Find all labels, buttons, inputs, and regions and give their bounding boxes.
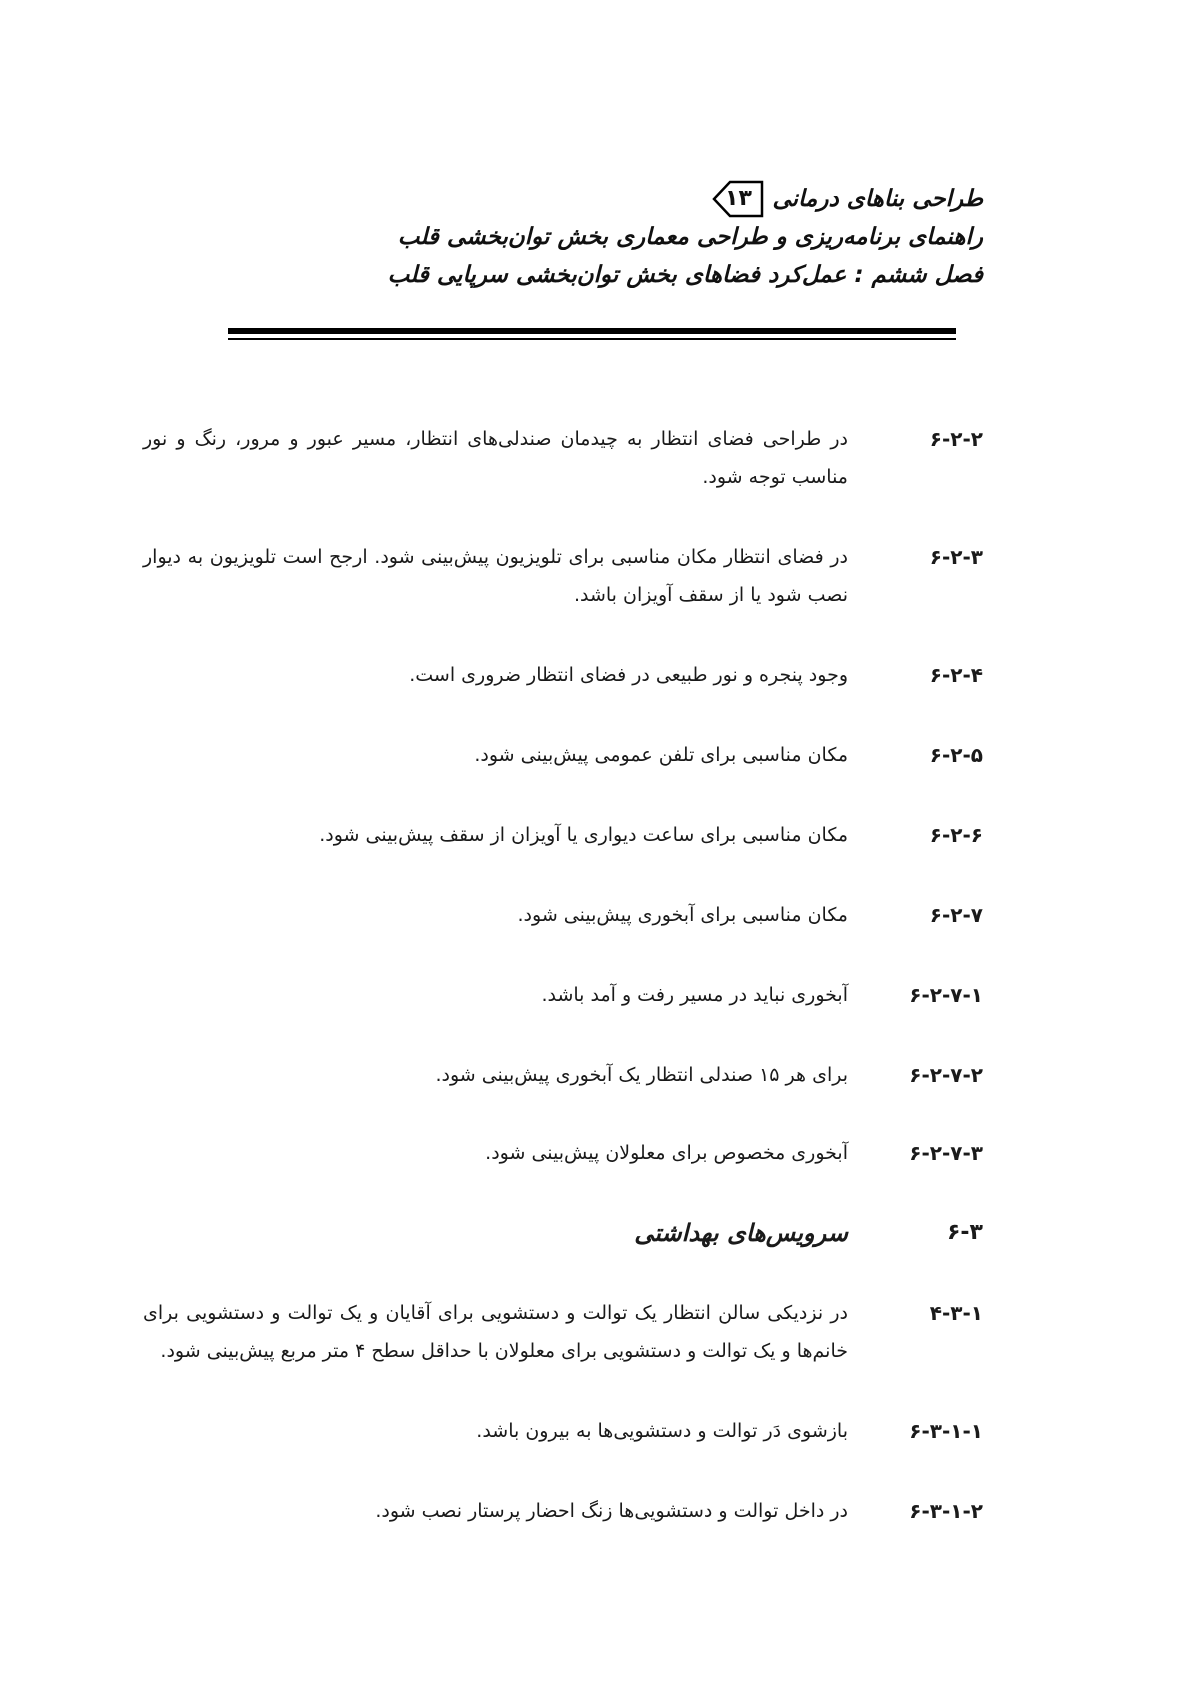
series-number: ۱۳ bbox=[725, 186, 752, 211]
book-title: راهنمای برنامه‌ریزی و طراحی معماری بخش توان‌بخشی قلب bbox=[397, 224, 983, 250]
clause-text: در فضای انتظار مکان مناسبی برای تلویزیون پیش‌بینی شود. ارجح است تلویزیون به دیوار نصب شود یا از سقف آویزان باشد. bbox=[143, 546, 848, 606]
clause-number: ۶-۳-۱-۱ bbox=[909, 1419, 983, 1443]
clause-text: در داخل توالت و دستشویی‌ها زنگ احضار پرستار نصب شود. bbox=[375, 1500, 848, 1522]
clause-item bbox=[143, 1294, 983, 1370]
clause-number: ۶-۲-۳ bbox=[929, 545, 983, 569]
clause-text: مکان مناسبی برای آبخوری پیش‌بینی شود. bbox=[517, 904, 848, 926]
section-title: سرویس‌های بهداشتی bbox=[634, 1219, 848, 1247]
clause-text: در نزدیکی سالن انتظار یک توالت و دستشویی برای آقایان و یک توالت و دستشویی برای خانم‌ها و یک توالت و دستشویی برای معلولان با حداقل سطح ۴ متر مربع پیش‌بینی شود. bbox=[143, 1302, 848, 1362]
header-divider-thick bbox=[228, 328, 956, 334]
clause-item bbox=[143, 420, 983, 496]
section-heading bbox=[143, 1214, 983, 1252]
chapter-title: فصل ششم : عمل‌کرد فضاهای بخش توان‌بخشی سرپایی قلب bbox=[387, 262, 983, 288]
clause-item bbox=[143, 1134, 983, 1172]
clause-number: ۶-۲-۷-۲ bbox=[909, 1063, 983, 1087]
clause-item bbox=[143, 736, 983, 774]
clause-item bbox=[143, 816, 983, 854]
clause-number: ۶-۲-۴ bbox=[929, 663, 983, 687]
series-title: طراحی بناهای درمانی bbox=[772, 186, 983, 212]
clause-text: بازشوی دَر توالت و دستشویی‌ها به بیرون باشد. bbox=[476, 1420, 848, 1442]
clause-text: مکان مناسبی برای تلفن عمومی پیش‌بینی شود. bbox=[474, 744, 848, 766]
clause-text: در طراحی فضای انتظار به چیدمان صندلی‌های انتظار، مسیر عبور و مرور، رنگ و نور مناسب توجه شود. bbox=[143, 428, 848, 488]
clause-item bbox=[143, 1412, 983, 1450]
clause-number: ۶-۲-۷-۳ bbox=[909, 1141, 983, 1165]
clause-text: آبخوری مخصوص برای معلولان پیش‌بینی شود. bbox=[485, 1142, 848, 1164]
clause-item bbox=[143, 1056, 983, 1094]
clause-item bbox=[143, 976, 983, 1014]
clause-item bbox=[143, 538, 983, 614]
clause-text: آبخوری نباید در مسیر رفت و آمد باشد. bbox=[541, 984, 848, 1006]
clause-number: ۶-۲-۶ bbox=[929, 823, 983, 847]
clause-number: ۴-۳-۱ bbox=[929, 1301, 983, 1325]
section-number: ۶-۳ bbox=[947, 1220, 983, 1245]
clause-number: ۶-۲-۵ bbox=[929, 743, 983, 767]
clause-item bbox=[143, 656, 983, 694]
clause-text: وجود پنجره و نور طبیعی در فضای انتظار ضروری است. bbox=[409, 664, 848, 686]
clause-item bbox=[143, 896, 983, 934]
series-title-row bbox=[223, 180, 983, 218]
clause-number: ۶-۲-۷ bbox=[929, 903, 983, 927]
header-divider-thin bbox=[228, 338, 956, 340]
page-header bbox=[223, 180, 983, 294]
clause-number: ۶-۳-۱-۲ bbox=[909, 1499, 983, 1523]
page-number-badge bbox=[712, 180, 764, 218]
clause-number: ۶-۲-۷-۱ bbox=[909, 983, 983, 1007]
clause-text: مکان مناسبی برای ساعت دیواری یا آویزان از سقف پیش‌بینی شود. bbox=[319, 824, 848, 846]
clause-item bbox=[143, 1492, 983, 1530]
clause-text: برای هر ۱۵ صندلی انتظار یک آبخوری پیش‌بینی شود. bbox=[435, 1064, 848, 1086]
clause-number: ۶-۲-۲ bbox=[929, 427, 983, 451]
